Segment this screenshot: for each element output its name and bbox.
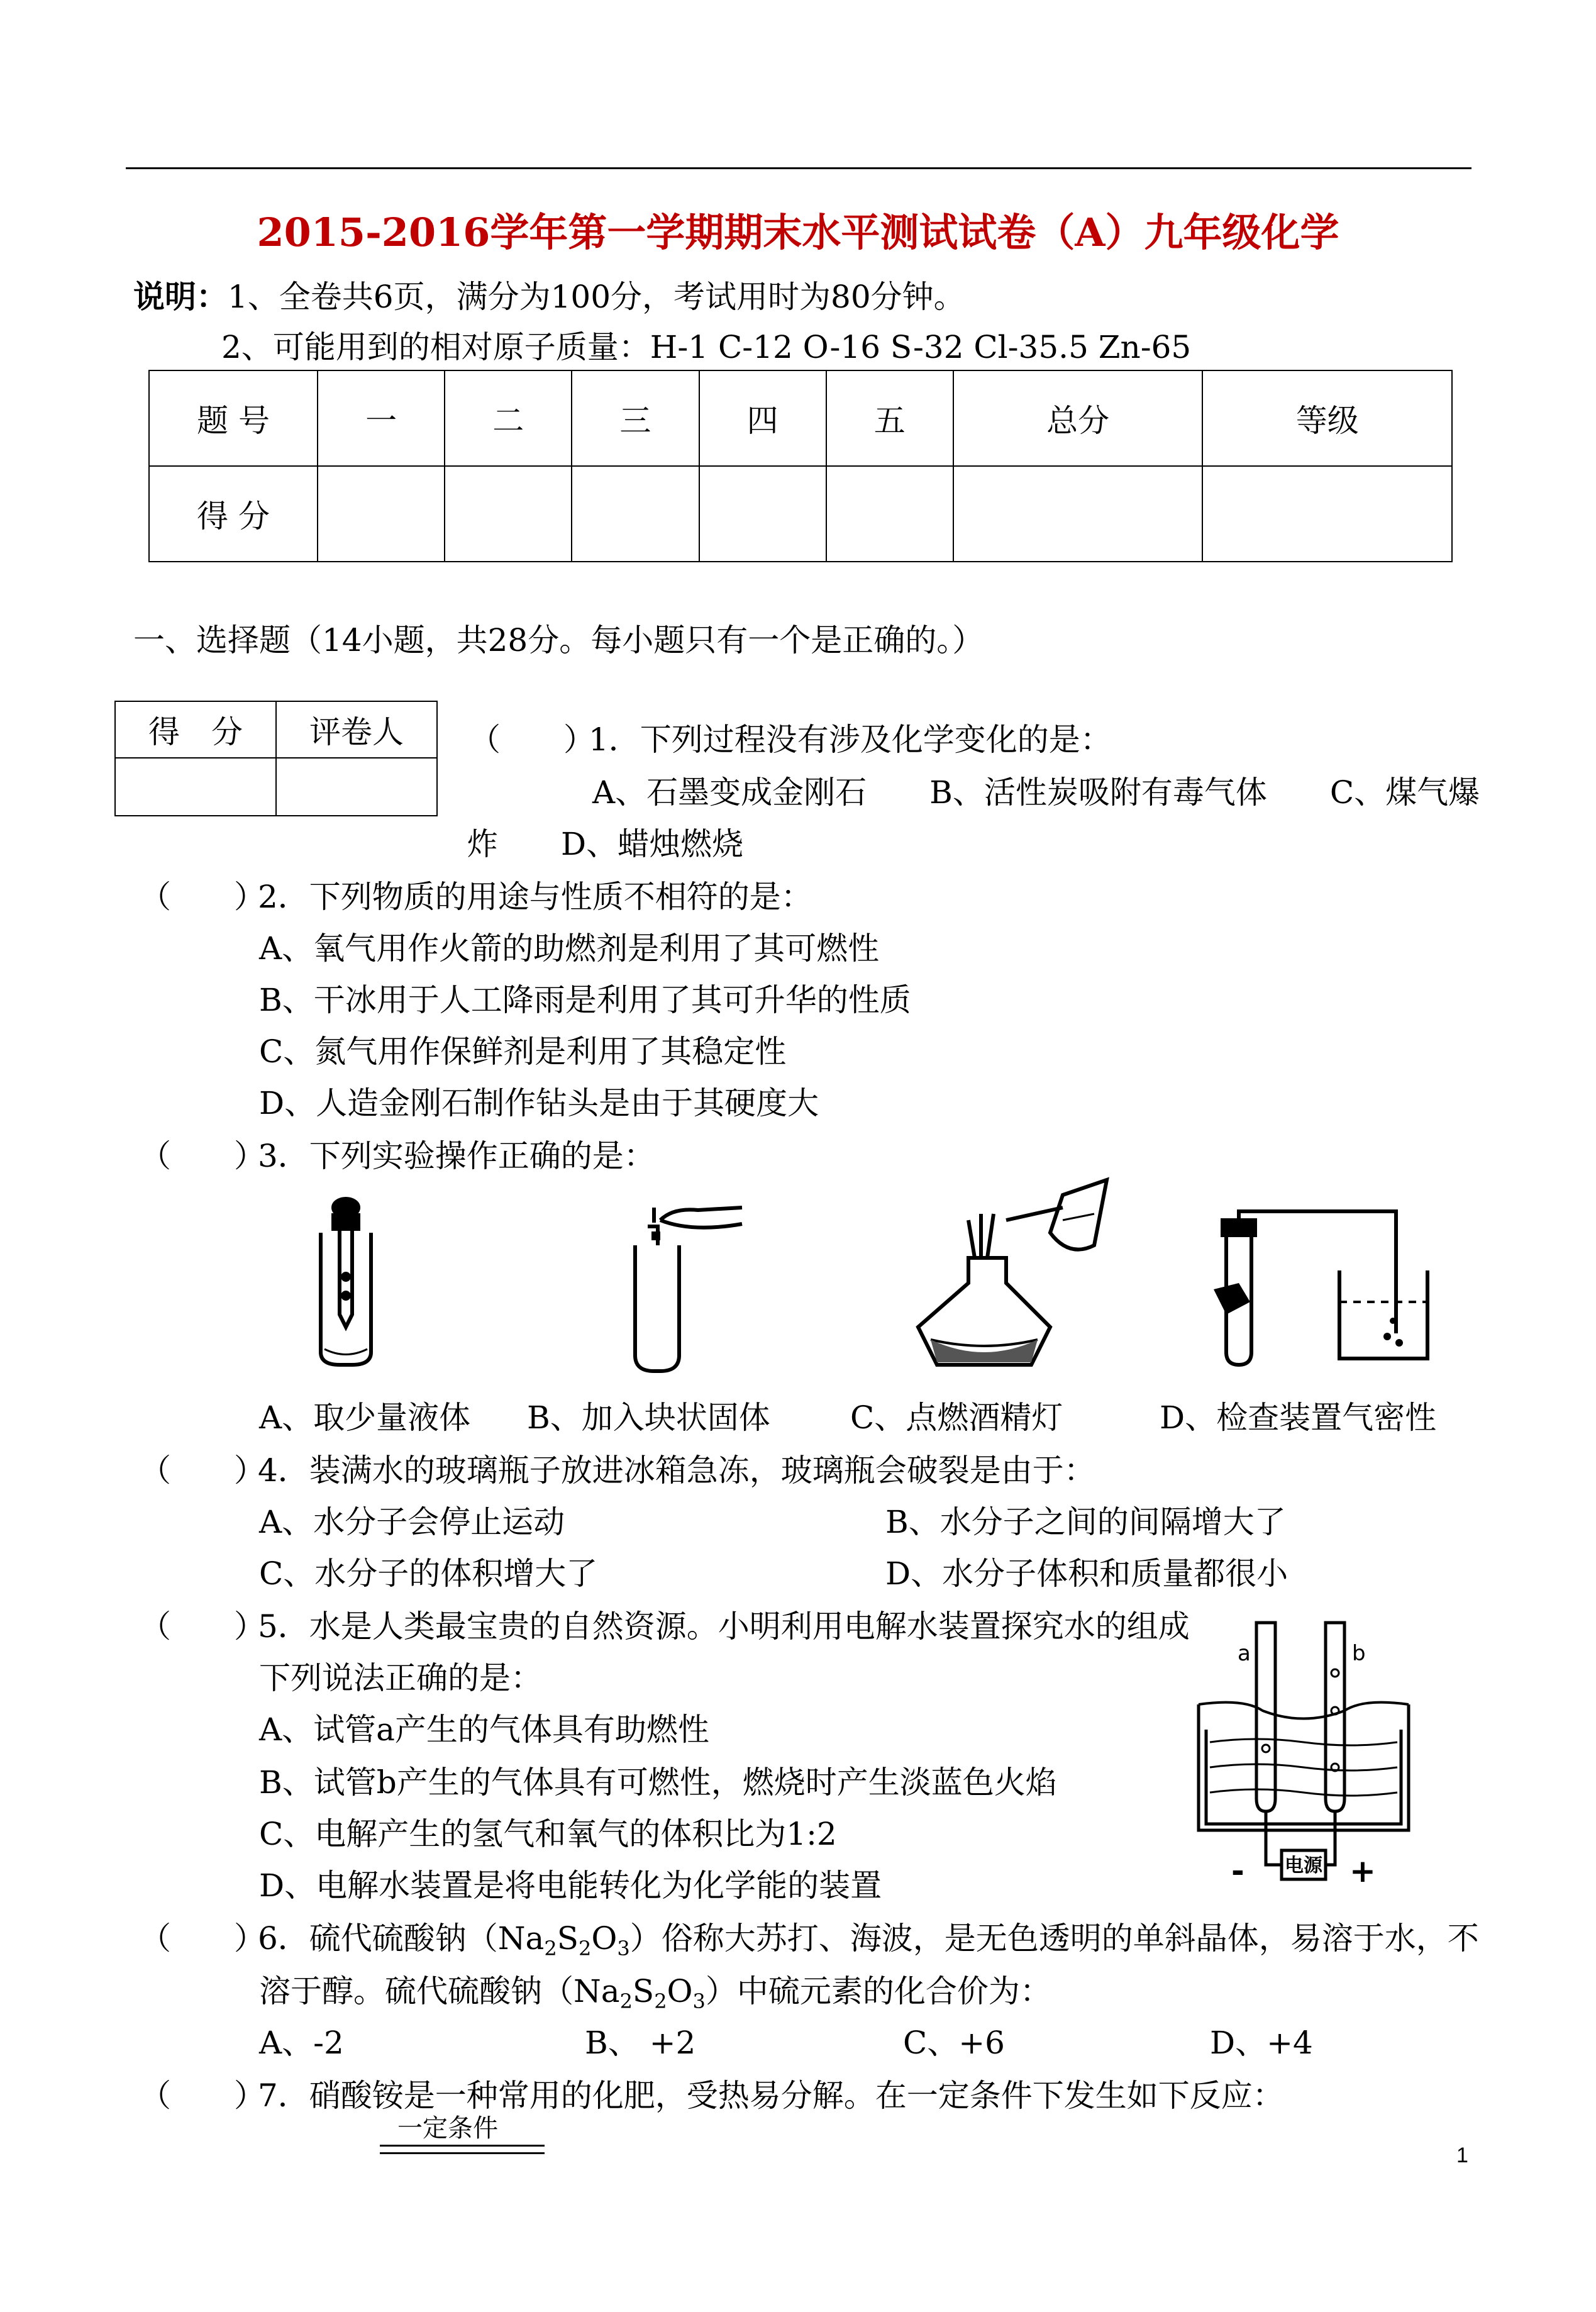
airtightness-check-illustration [1214,1208,1440,1371]
solid-into-tube-illustration [623,1195,748,1377]
q2-stem: 2．下列物质的用途与性质不相符的是： [258,879,812,915]
q7-stem: 7．硝酸铵是一种常用的化肥，受热易分解。在一定条件下发生如下反应： [258,2077,1284,2114]
notes-label: 说明： [133,278,228,315]
notes-line2: 2、可能用到的相对原子质量：H-1 C-12 O-16 S-32 Cl-35.5 Zn-65 [221,329,1192,365]
q6-line1 [258,1920,1479,1967]
q5-stem: 5．水是人类最宝贵的自然资源。小明利用电解水装置探究水的组成 [258,1608,1190,1645]
q4-option-c: C、水分子的体积增大了 [259,1555,598,1592]
grader-label: 评卷人 [276,701,437,758]
q6-oxygen: O [591,1920,618,1957]
tube-b-label: b [1352,1641,1366,1666]
q5-option-a: A、试管a产生的气体具有助燃性 [259,1711,709,1748]
q1-options-line2: 炸 D、蜡烛燃烧 [467,826,744,862]
q6-line1-post: ）俗称大苏打、海波，是无色透明的单斜晶体，易溶于水，不 [629,1920,1479,1957]
score-header-cell: 四 [699,370,826,466]
score-cell[interactable] [572,466,699,562]
score-header-cell: 等级 [1202,370,1452,466]
q4-stem: 4．装满水的玻璃瓶子放进冰箱急冻，玻璃瓶会破裂是由于： [258,1452,1095,1489]
q6-sub: 2 [579,1937,592,1960]
grader-name-cell[interactable] [276,758,437,816]
lighting-alcohol-lamp-illustration [906,1176,1119,1377]
grader-score-label: 得 分 [115,701,276,758]
q1-options-line1: A、石墨变成金刚石 B、活性炭吸附有毒气体 C、煤气爆 [592,774,1480,811]
score-table [148,370,1453,562]
power-supply-label: 电源 [1285,1855,1322,1877]
q6-sulfur: S [557,1920,579,1957]
notes-line1: 1、全卷共6页，满分为100分，考试用时为80分钟。 [228,279,965,315]
q6-line1-pre: 6．硫代硫酸钠（Na [258,1920,545,1957]
score-cell[interactable] [953,466,1203,562]
reaction-arrow-line-bottom [380,2152,545,2154]
tube-a-label: a [1238,1641,1251,1666]
q6-sulfur: S [632,1973,655,2009]
q6-line2-pre: 溶于醇。硫代硫酸钠（Na [259,1973,620,2009]
q2-option-b: B、干冰用于人工降雨是利用了其可升华的性质 [259,982,911,1018]
q4-paren[interactable]: （ ） [140,1452,265,1489]
score-cell[interactable] [445,466,572,562]
score-header-cell: 总分 [953,370,1203,466]
q5-option-d: D、电解水装置是将电能转化为化学能的装置 [259,1867,882,1904]
q6-sub: 3 [692,1989,706,2013]
score-header-cell: 三 [572,370,699,466]
q6-option-d: D、+4 [1210,2025,1313,2061]
q6-sub: 2 [619,1989,633,2013]
q2-option-c: C、氮气用作保鲜剂是利用了其稳定性 [259,1033,787,1070]
q5-option-c: C、电解产生的氢气和氧气的体积比为1:2 [259,1816,837,1852]
dropper-in-tube-illustration [296,1195,396,1371]
q2-option-a: A、氧气用作火箭的助燃剂是利用了其可燃性 [259,930,880,967]
page-title: 2015-2016学年第一学期期末水平测试试卷（A）九年级化学 [257,209,1339,255]
q5-paren[interactable]: （ ） [140,1608,265,1645]
positive-terminal-label: + [1349,1853,1376,1887]
q6-option-a: A、-2 [259,2025,344,2061]
q7-paren[interactable]: （ ） [140,2077,265,2114]
score-cell[interactable] [1202,466,1452,562]
q6-paren[interactable]: （ ） [140,1920,265,1957]
q5-stem2: 下列说法正确的是： [259,1660,542,1696]
q6-sub: 3 [617,1937,630,1960]
q3-option-d: D、检查装置气密性 [1160,1399,1437,1436]
top-rule [126,167,1471,169]
score-cell[interactable] [826,466,953,562]
q6-line2 [259,1972,1051,2020]
q1-paren[interactable]: （ ） [469,721,595,758]
q6-option-c: C、+6 [903,2025,1005,2061]
q6-sub: 2 [654,1989,667,2013]
q6-line2-post: ）中硫元素的化合价为： [705,1973,1051,2009]
q4-option-a: A、水分子会停止运动 [259,1504,565,1540]
q1-stem: 1．下列过程没有涉及化学变化的是： [589,721,1112,758]
reaction-arrow-line-top [380,2145,545,2147]
q2-option-d: D、人造金刚石制作钻头是由于其硬度大 [259,1085,819,1121]
page-number: 1 [1456,2143,1468,2167]
q6-oxygen: O [667,1973,693,2009]
q6-option-b: B、 +2 [585,2025,696,2061]
q3-stem: 3．下列实验操作正确的是： [258,1138,655,1174]
grader-score-cell[interactable] [115,758,276,816]
q5-option-b: B、试管b产生的气体具有可燃性，燃烧时产生淡蓝色火焰 [259,1764,1057,1801]
q3-option-c: C、点燃酒精灯 [850,1399,1063,1436]
q2-paren[interactable]: （ ） [140,879,265,915]
q6-sub: 2 [544,1937,557,1960]
reaction-condition-label: 一定条件 [397,2114,498,2143]
score-header-cell: 题 号 [149,370,318,466]
notes-block [133,278,965,316]
score-cell[interactable] [318,466,445,562]
q3-paren[interactable]: （ ） [140,1138,265,1174]
score-header-cell: 二 [445,370,572,466]
q4-option-d: D、水分子体积和质量都很小 [885,1555,1288,1592]
section1-heading: 一、选择题（14小题，共28分。每小题只有一个是正确的。） [133,622,984,659]
negative-terminal-label: - [1231,1853,1244,1887]
score-row-label: 得 分 [149,466,318,562]
score-header-cell: 五 [826,370,953,466]
q3-option-b: B、加入块状固体 [527,1399,770,1436]
q4-option-b: B、水分子之间的间隔增大了 [885,1504,1286,1540]
water-electrolysis-illustration [1194,1616,1414,1887]
grader-table [114,701,438,816]
score-header-cell: 一 [318,370,445,466]
score-cell[interactable] [699,466,826,562]
q3-option-a: A、取少量液体 [259,1399,471,1436]
